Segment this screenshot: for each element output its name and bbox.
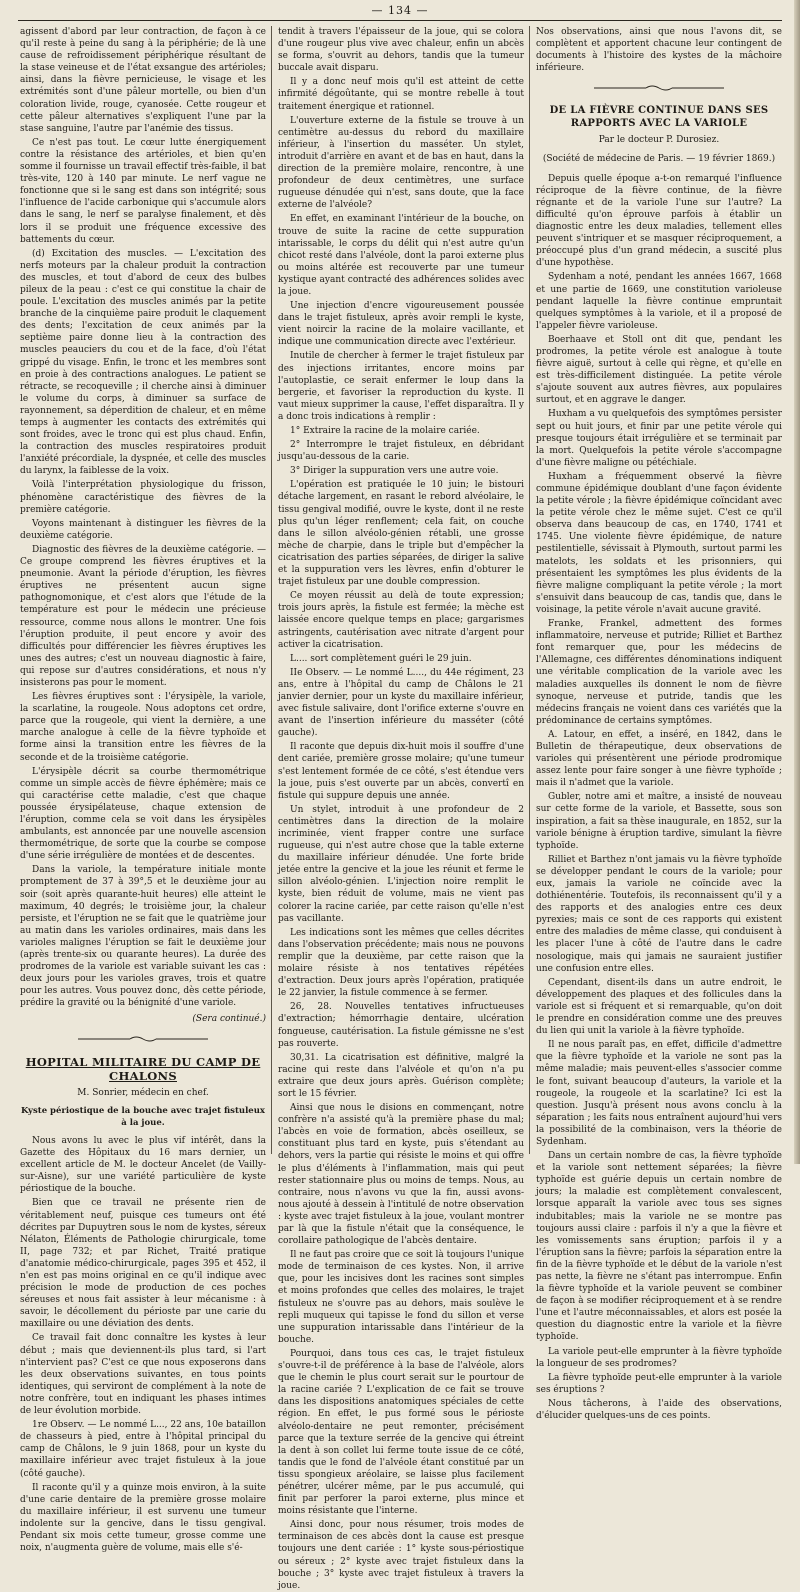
paragraph: En effet, en examinant l'intérieur de la bouche, on trouve de suite la racine de cette suppuration intarissable, le corps du délit qui n'est autre qu'un chicot resté dans l'alvéole, dont la paroi externe plus ou moins altérée est recouverte par une tumeur kystique ayant contracté des adhérences solides avec la joue. [278, 214, 524, 297]
paragraph: Huxham a fréquemment observé la fièvre commune épidémique doublant d'une façon évidente la petite vérole ; la fièvre épidémique coïncidant avec la petite vérole chez le même sujet. C'est ce qu'il observa dans beaucoup de cas, en 1740, 1741 et 1745. Une violente fièvre épidémique, de nature pestilentielle, sévissait à Plymouth, surtout parmi les matelots, les soldats et les prisonniers, qui présentaient les symptômes les plus évidents de la fièvre maligne compliquant la petite vérole ; la mort s'ensuivit dans beaucoup de cas, tandis que, dans le voisinage, la petite vérole n'avait aucune gravité. [536, 471, 782, 615]
paragraph: La variole peut-elle emprunter à la fièvre typhoïde la longueur de ses prodromes? [536, 1346, 782, 1369]
paragraph: Il raconte que depuis dix-huit mois il souffre d'une dent cariée, première grosse molaire; qu'une tumeur s'est lentement formée de ce côté, s'est étendue vers la joue, puis s'est ouverte par un abcès, convertî en fistule qui suppure depuis une année. [278, 742, 524, 801]
paragraph: IIe Observ. — Le nommé L...., du 44e régiment, 23 ans, entre à l'hôpital du camp de Châlons le 21 janvier dernier, pour un kyste du maxillaire inférieur, avec fistule salivaire, dont l'orifice externe s'ouvre en avant de l'insertion inférieure du masséter (côté gauche). [278, 667, 524, 739]
paragraph: agissent d'abord par leur contraction, de façon à ce qu'il reste à peine du sang à la périphérie; de là une cause de refroidissement périphérique résultant de la stase veineuse et de l'état exsangue des artérioles; ainsi, dans la fièvre pernicieuse, le visage et les extrémités sont d'une pâleur mortelle, ou bien d'un coloration livide, rouge, cyanosée. Cette rougeur et cette pâleur alternatives s'expliquent l'une par la stase sanguine, l'autre par l'anémie des tissus. [20, 27, 266, 134]
paragraph: 1re Observ. — Le nommé L..., 22 ans, 10e bataillon de chasseurs à pied, entre à l'hôpital principal du camp de Châlons, le 9 juin 1868, pour un kyste du maxillaire inférieur avec trajet fistuleux à la joue (côté gauche). [20, 1420, 266, 1479]
ornament-divider [20, 1035, 266, 1047]
paragraph: Il ne nous paraît pas, en effet, difficile d'admettre que la fièvre typhoïde et la variole ne sont pas la même maladie; mais peuvent-elles s'associer comme le font, suivant beaucoup d'auteurs, la variole et la rougeole, la rougeole et la scarlatine? Ici est la question. Jusqu'à présent nous avons conclu à la séparation ; les faits nous entraînent aujourd'hui vers la possibilité de la combinaison, vers la théorie de Sydenham. [536, 1040, 782, 1147]
column-1 [20, 26, 266, 1554]
article-title: DE LA FIÈVRE CONTINUE DANS SES RAPPORTS AVEC LA VARIOLE [549, 105, 769, 130]
paragraph: (d) Excitation des muscles. — L'excitation des nerfs moteurs par la chaleur produit la contraction des muscles, et tout d'abord de ceux des bulbes pileux de la peau : c'est ce qui constitue la chair de poule. L'excitation des muscles animés par la petite branche de la cinquième paire produit le claquement des dents; l'excitation de ceux animés par la septième paire donne lieu à la contraction des muscles peauciers du cou et de la face, d'où l'état grippé du visage. Enfin, le tronc et les membres sont en proie à des contractions analogues. Le patient se rétracte, se recoqueville ; il cherche ainsi à diminuer le volume du corps, à diminuer sa surface de rayonnement, sa déperdition de chaleur, et en même temps à augmenter les contacts des extrémités qui sont froides, avec le tronc qui est plus chaud. Enfin, la contraction des muscles respiratoires produit l'anxiété précordiale, la dyspnée, et celle des muscles du larynx, la faiblesse de la voix. [20, 248, 266, 477]
paragraph: Sydenham a noté, pendant les années 1667, 1668 et une partie de 1669, une constitution varioleuse pendant laquelle la fièvre continue empruntait quelques symptômes à la variole, et il a proposé de l'appeler fièvre varioleuse. [536, 272, 782, 331]
paragraph: Dans la variole, la température initiale monte promptement de 37 à 39°,5 et le deuxième jour au soir (soit après quarante-huit heures) elle atteint le maximum, 40 degrés; le troisième jour, la chaleur persiste, et l'éruption ne se fait que le quatrième jour au matin dans les varioles ordinaires, mais dans les varioles malignes l'éruption se fait le deuxième jour (après trente-six ou quarante heures). La durée des prodromes de la variole est variable suivant les cas : deux jours pour les varioles graves, trois et quatre pour les autres. Vous pouvez donc, dès cette période, prédire la gravité ou la bénignité d'une variole. [20, 865, 266, 1009]
paragraph: Franke, Frankel, admettent des formes inflammatoire, nerveuse et putride; Rilliet et Barthez font remarquer que, pour les médecins de l'Allemagne, ces différentes dénominations indiquent une véritable complication de la variole avec les maladies auxquelles ils donnent le nom de fièvre synoque, nerveuse et putride, tandis que les médecins français ne voient dans ces variétés que la prédominance de certains symptômes. [536, 619, 782, 726]
paragraph: Les indications sont les mêmes que celles décrites dans l'observation précédente; mais nous ne pouvons remplir que la deuxième, par cette raison que la molaire résiste à nos tentatives répétées d'extraction. Deux jours après l'opération, pratiquée le 22 janvier, la fistule commence à se fermer. [278, 927, 524, 999]
column-divider [529, 26, 530, 1154]
paragraph: Pourquoi, dans tous ces cas, le trajet fistuleux s'ouvre-t-il de préférence à la base de l'alvéole, alors que le chemin le plus court serait sur le pourtour de la racine cariée ? L'explication de ce fait se trouve dans les dispositions anatomiques spéciales de cette région. En effet, le pus formé sous le périoste alvéolo-dentaire ne peut remonter, précisément parce que la texture serrée de la gencive qui étreint la dent à son collet lui ferme toute issue de ce côté, tandis que le fond de l'alvéole étant constitué par un tissu spongieux aréolaire, se laisse plus facilement pénétrer, ulcérer même, par le pus accumulé, qui finit par perforer la paroi externe, plus mince et moins résistante que l'interne. [278, 1348, 524, 1517]
byline: M. Sonrier, médecin en chef. [77, 1087, 209, 1098]
byline: Par le docteur P. Durosiez. [598, 135, 720, 146]
paragraph: Nous avons lu avec le plus vif intérêt, dans la Gazette des Hôpitaux du 16 mars dernier, un excellent article de M. le docteur Ancelet (de Vailly-sur-Aisne), sur une variété particulière de kyste périostique de la bouche. [20, 1135, 266, 1195]
subheading: Kyste périostique de la bouche avec trajet fistuleux à la joue. [21, 1105, 265, 1128]
paragraph: Gubler, notre ami et maître, a insisté de nouveau sur cette forme de la variole, et Bassette, sous son inspiration, a fait sa thèse inaugurale, en 1852, sur la variole bénigne à éruption tardive, simulant la fièvre typhoïde. [536, 792, 782, 851]
section-title: HOPITAL MILITAIRE DU CAMP DE CHALONS [25, 1054, 261, 1083]
paragraph: Ce travail fait donc connaître les kystes à leur début ; mais que deviennent-ils plus tard, si l'art n'intervient pas? C'est ce que nous exposerons dans les deux observations suivantes, en tous points identiques, qui serviront de complément à la note de notre confrère, tout en indiquant les phases intimes de leur évolution morbide. [20, 1333, 266, 1417]
paragraph: L'ouverture externe de la fistule se trouve à un centimètre au-dessus du rebord du maxillaire inférieur, à l'insertion du masséter. Un stylet, introduit d'arrière en avant et de bas en haut, dans la direction de la première molaire, rencontre, à une profondeur de deux centimètres, une surface rugueuse dénudée qui n'est, sans doute, que la face externe de l'alvéole? [278, 115, 524, 211]
paragraph: Il y a donc neuf mois qu'il est atteint de cette infirmité dégoûtante, qui se montre rebelle à tout traitement énergique et rationnel. [278, 77, 524, 112]
paragraph: La fièvre typhoïde peut-elle emprunter à la variole ses éruptions ? [536, 1372, 782, 1395]
paragraph: 30,31. La cicatrisation est définitive, malgré la racine qui reste dans l'alvéole et qu'on n'a pu extraire que deux jours après. Guérison complète; sort le 15 février. [278, 1052, 524, 1099]
paragraph: Voilà l'interprétation physiologique du frisson, phénomène caractéristique des fièvres de la première catégorie. [20, 480, 266, 515]
paragraph: Rilliet et Barthez n'ont jamais vu la fièvre typhoïde se développer pendant le cours de la variole; pour eux, jamais la variole ne coïncide avec la dothiénentérie. Toutefois, ils reconnaissent qu'il y a des rapports et des analogies entre ces deux pyrexies; mais ce sont de ces rapports qui existent entre des maladies de même classe, qui conduisent à les placer l'une à côté de l'autre dans le cadre nosologique, mais qui jamais ne sauraient justifier une confusion entre elles. [536, 854, 782, 974]
header-rule [18, 20, 782, 21]
paragraph: Inutile de chercher à fermer le trajet fistuleux par des injections irritantes, encore moins par l'autoplastie, ce serait enfermer le loup dans la bergerie, et favoriser la reproduction du kyste. Il vaut mieux supprimer la cause, l'effet disparaîtra. Il y a donc trois indications à remplir : [278, 351, 524, 422]
paragraph: L'érysipèle décrit sa courbe thermométrique comme un simple accès de fièvre éphémère; mais ce qui caractérise cette maladie, c'est que chaque poussée érysipélateuse, chaque extension de l'éruption, comme cela se voit dans les érysipèles ambulants, est annoncée par une nouvelle ascension thermométrique, de sorte que la courbe se compose d'une série irrégulière de montées et de descentes. [20, 766, 266, 862]
paragraph: L'opération est pratiquée le 10 juin; le bistouri détache largement, en rasant le rebord alvéolaire, le tissu gengival modifié, ouvre le kyste, dont il ne reste plus qu'un léger renflement; cela fait, on couche dans le sillon alvéolo-génien rétabli, une grosse mèche de charpie, dans le triple but d'empêcher la cicatrisation des parties séparées, de diriger la salive et la suppuration vers les lèvres, enfin d'obturer le trajet fistuleux par une double compression. [278, 480, 524, 588]
paragraph: Il ne faut pas croire que ce soit là toujours l'unique mode de terminaison de ces kystes. Non, il arrive que, pour les incisives dont les racines sont simples et moins profondes que celles des molaires, le trajet fistuleux ne s'ouvre pas au dehors, mais soulève le repli muqueux qui tapisse le fond du sillon et verse une suppuration intarissable dans l'intérieur de la bouche. [278, 1250, 524, 1345]
column-3 [536, 26, 782, 1422]
paragraph: Cependant, disent-ils dans un autre endroit, le développement des plaques et des follicules dans la variole est si fréquent et si remarquable, qu'on doit le prendre en considération comme une des preuves du lien qui unit la variole à la fièvre typhoïde. [536, 977, 782, 1037]
paragraph: L.... sort complètement guéri le 29 juin. [290, 653, 472, 664]
paragraph: 3° Diriger la suppuration vers une autre voie. [290, 466, 499, 477]
paragraph: Nos observations, ainsi que nous l'avons dit, se complètent et apportent chacune leur contingent de documents à l'histoire des kystes de la mâchoire inférieure. [536, 27, 782, 74]
paragraph: Nous tâcherons, à l'aide des observations, d'élucider quelques-uns de ces points. [536, 1398, 782, 1422]
paragraph: Ce moyen réussit au delà de toute expression; trois jours après, la fistule est fermée; la mèche est laissée encore quelque temps en place; gargarismes astringents, cautérisation avec nitrate d'argent pour activer la cicatrisation. [278, 591, 524, 650]
paragraph: Dans un certain nombre de cas, la fièvre typhoïde et la variole sont nettement séparées; la fièvre typhoïde est guérie depuis un certain nombre de jours; la maladie est complètement convalescent, lorsque apparaît la variole avec tous ses signes indubitables; mais la variole ne se montre pas toujours aussi claire : parfois il n'y a que la fièvre et les vomissements sans éruption; parfois il y a l'éruption sans la fièvre; parfois la séparation entre la fin de la fièvre typhoïde et le début de la variole n'est pas nette, la fièvre ne s'étant pas interrompue. Enfin la fièvre typhoïde et la variole peuvent se combiner de façon à se modifier réciproquement et à se rendre l'une et l'autre méconnaissables, et alors est posée la question du diagnostic entre la variole et la fièvre typhoïde. [536, 1151, 782, 1343]
paragraph: Ainsi donc, pour nous résumer, trois modes de terminaison de ces abcès dont la cause est presque toujours une dent cariée : 1° kyste sous-périostique ou séreux ; 2° kyste avec trajet fistuleux dans la bouche ; 3° kyste avec trajet fistuleux à travers la joue. [278, 1520, 524, 1591]
ornament-divider [536, 84, 782, 96]
paragraph: Depuis quelle époque a-t-on remarqué l'influence réciproque de la fièvre continue, de la fièvre régnante et de la variole l'une sur l'autre? La difficulté qu'on éprouve parfois à établir un diagnostic entre les deux maladies, tellement elles peuvent s'intriquer et se masquer réciproquement, a préoccupé plus d'un grand médecin, a suscité plus d'une hypothèse. [536, 173, 782, 269]
paragraph: tendit à travers l'épaisseur de la joue, qui se colora d'une rougeur plus vive avec chaleur, enfin un abcès se forma, s'ouvrit au dehors, tandis que la tumeur buccale avait disparu. [278, 27, 524, 74]
paragraph: Bien que ce travail ne présente rien de véritablement neuf, puisque ces tumeurs ont été décrites par Dupuytren sous le nom de kystes, séreux Nélaton, Éléments de Pathologie chirurgicale, tome II, page 732; et par Richet, Traité pratique d'anatomie médico-chirurgicale, pages 395 et 452, il n'en est pas moins original en ce qu'il indique avec précision le mode de production de ces poches séreuses et nous fait assister à leur mécanisme : à savoir, le décollement du périoste par une carie du maxillaire ou une déviation des dents. [20, 1198, 266, 1330]
column-2 [278, 26, 524, 1591]
paragraph: Boerhaave et Stoll ont dit que, pendant les prodromes, la petite vérole est analogue à toute fièvre aiguë, surtout à celle qui règne, et qu'elle en est très-difficilement distinguée. La petite vérole s'ajoute souvent aux autres fièvres, aux populaires surtout, et en aggrave le danger. [536, 334, 782, 406]
paragraph: 26, 28. Nouvelles tentatives infructueuses d'extraction; hémorrhagie dentaire, ulcération fongueuse, cautérisation. La fistule gémissne ne s'est pas rouverte. [278, 1002, 524, 1049]
paragraph: A. Latour, en effet, a inséré, en 1842, dans le Bulletin de thérapeutique, deux observations de varioles qui présentèrent une période prodromique assez lente pour faire songer à une fièvre typhoïde ; mais il n'admet que la variole. [536, 729, 782, 789]
society-note: (Société de médecine de Paris. — 19 février 1869.) [542, 153, 776, 164]
paragraph: Diagnostic des fièvres de la deuxième catégorie. — Ce groupe comprend les fièvres éruptives et la pneumonie. Avant la période d'éruption, les fièvres éruptives ne présentent aucun signe pathognomonique, et c'est alors que l'étude de la température est pour le médecin une précieuse ressource, comme nous allons le montrer. Une fois l'éruption produite, il peut encore y avoir des difficultés pour différencier les fièvres éruptives les unes des autres; c'est un nouveau diagnostic à faire, qui repose sur d'autres considérations, et nous n'y insisterons pas pour le moment. [20, 544, 266, 688]
paragraph: Un stylet, introduit à une profondeur de 2 centimètres dans la direction de la molaire incriminée, vient frapper contre une surface rugueuse, qui n'est autre chose que la table externe du maxillaire inférieur dénudée. Une forte bride jetée entre la gencive et la joue les réunit et ferme le sillon alvéolo-génien. L'injection noire remplit le kyste, bien réduit de volume, mais ne vient pas colorer la racine cariée, par cette raison qu'elle n'est pas vacillante. [278, 804, 524, 924]
continued-note: (Sera continué.) [192, 1013, 266, 1024]
page-edge [794, 0, 800, 1164]
column-divider [271, 26, 272, 1154]
page-number: — 134 — [371, 4, 429, 17]
paragraph: Il raconte qu'il y a quinze mois environ, à la suite d'une carie dentaire de la première grosse molaire du maxillaire inférieur, il est survenu une tumeur indolente sur la gencive, dans le tissu gengival. Pendant six mois cette tumeur, grosse comme une noix, n'augmenta guère de volume, mais elle s'é- [20, 1482, 266, 1554]
paragraph: 1° Extraire la racine de la molaire cariée. [290, 426, 480, 436]
paragraph: Voyons maintenant à distinguer les fièvres de la deuxième catégorie. [20, 518, 266, 541]
paragraph: Ainsi que nous le disions en commençant, notre confrère n'a assisté qu'à la première phase du mal; l'abcès en voie de formation, abcès oseilleux, se constituant plus tard en kyste, puis s'étendant au dehors, vers la partie qui résiste le moins et qui offre le plus d'éléments à l'inflammation, mais qui peut rester stationnaire plus ou moins de temps. Nous, au contraire, nous n'avons vu que la fin, aussi avons-nous ajouté à dessein à l'intitulé de notre observation : kyste avec trajet fistuleux à la joue, voulant montrer par là que la fistule n'était que la conséquence, le corollaire pathologique de l'abcès dentaire. [278, 1103, 524, 1247]
paragraph: Les fièvres éruptives sont : l'érysipèle, la variole, la scarlatine, la rougeole. Nous adoptons cet ordre, parce que la rougeole, qui vient la dernière, a une marche analogue à celle de la fièvre typhoïde et forme ainsi la transition entre les fièvres de la seconde et de la troisième catégorie. [20, 692, 266, 763]
paragraph: Une injection d'encre vigoureusement poussée dans le trajet fistuleux, après avoir rempli le kyste, vient noircir la racine de la molaire vacillante, et indique une communication directe avec l'extérieur. [278, 301, 524, 348]
paragraph: Huxham a vu quelquefois des symptômes persister sept ou huit jours, et finir par une petite vérole qui presque toujours était irrégulière et se terminait par la mort. Quelquefois la petite vérole s'accompagne d'une fièvre maligne ou pétéchiale. [536, 409, 782, 468]
paragraph: 2° Interrompre le trajet fistuleux, en débridant jusqu'au-dessous de la carie. [278, 440, 524, 463]
paragraph: Ce n'est pas tout. Le cœur lutte énergiquement contre la résistance des artérioles, et bien qu'en somme il fournisse un travail effectif très-faible, il bat très-vite, 120 à 140 par minute. Le nerf vague ne fonctionne que si le sang est dans son intégrité; sous l'influence de l'acide carbonique qui s'accumule alors dans le sang, le nerf se paralyse finalement, et dès lors il se produit une fréquence excessive des battements du cœur. [20, 137, 266, 245]
